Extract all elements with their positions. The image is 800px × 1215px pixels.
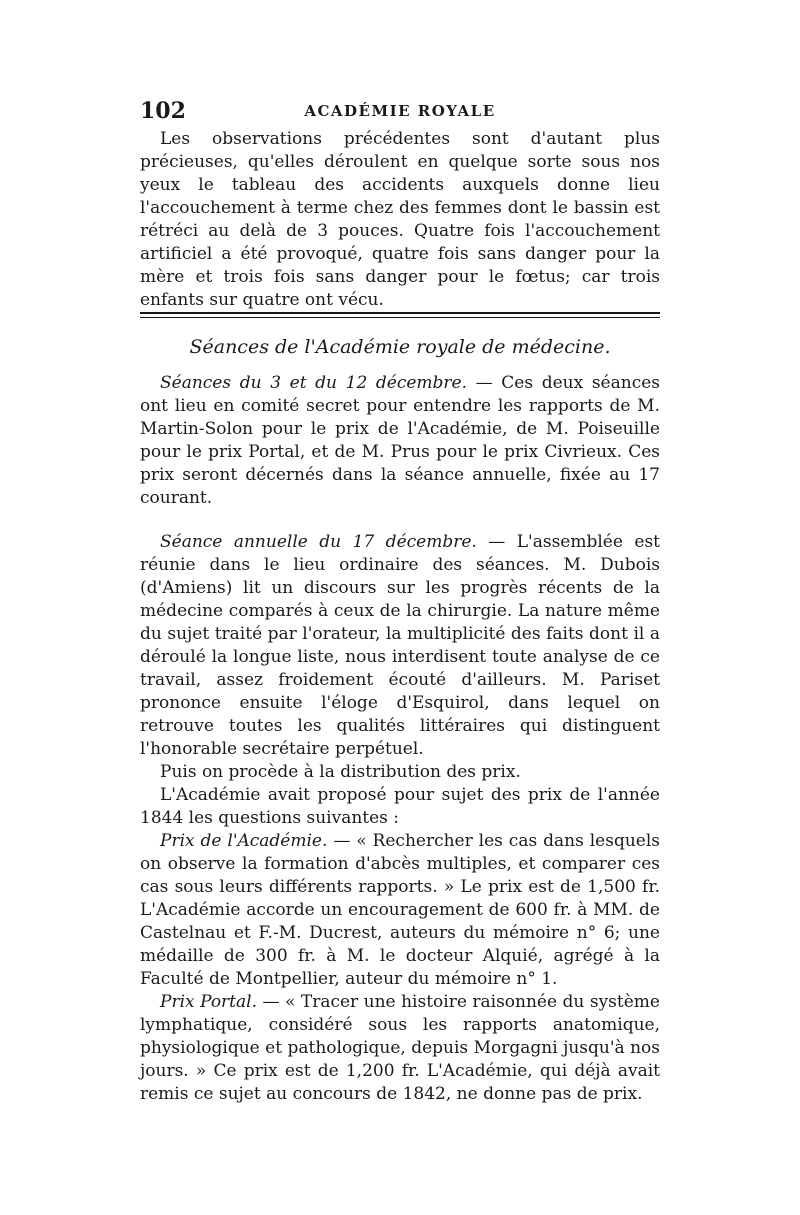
session-paragraph-3: Puis on procède à la distribution des prix. [160, 762, 521, 782]
session-label-2: Séance annuelle du 17 décembre. [160, 532, 477, 552]
session-text-2: — L'assemblée est réunie dans le lieu ordinaire des séances. M. Dubois (d'Amiens) lit un discours sur les progrès récents de la médecine comparés à ceux de la chirurgie. La nature même du sujet traité par l'orateur, la multiplicité des faits dont il a déroulé la longue liste, nous interdisent toute analyse de ce travail, assez froidement écouté d'ailleurs. M. Pariset prononce ensuite l'éloge d'Esquirol, dans lequel on retrouve toutes les qualités littéraires qui distinguent l'honorable secrétaire perpétuel. [140, 532, 661, 759]
section-divider [140, 312, 660, 318]
intro-block [140, 128, 660, 312]
session-paragraph-4: L'Académie avait proposé pour sujet des prix de l'année 1844 les questions suivantes : [140, 785, 660, 828]
session-paragraph-1 [140, 372, 660, 510]
prize-portal-text: — « Tracer une histoire raisonnée du système lymphatique, considéré sous les rapports anatomique, physiologique et pathologique, depuis Morgagni jusqu'à nos jours. » Ce prix est de 1,200 fr. L'Académie, qui déjà avait remis ce sujet au concours de 1842, ne donne pas de prix. [140, 992, 660, 1104]
sessions-block [140, 372, 660, 1106]
session-text-1: — Ces deux séances ont lieu en comité secret pour entendre les rapports de M. Martin-Solon pour le prix de l'Académie, de M. Poiseuille pour le prix Portal, et de M. Prus pour le prix Civrieux. Ces prix seront décernés dans la séance annuelle, fixée au 17 courant. [140, 373, 661, 508]
session-paragraph-2 [140, 531, 660, 761]
prize-portal-paragraph [140, 991, 660, 1106]
prize-academie-text: — « Rechercher les cas dans lesquels on observe la formation d'abcès multiples, et comparer ces cas sous leurs différents rapports. » Le prix est de 1,500 fr. L'Académie accorde un encouragement de 600 fr. à MM. de Castelnau et F.-M. Ducrest, auteurs du mémoire n° 6; une médaille de 300 fr. à M. le docteur Alquié, agrégé à la Faculté de Montpellier, auteur du mémoire n° 1. [140, 831, 660, 989]
prize-academie-paragraph [140, 830, 660, 991]
page-number: 102 [140, 98, 186, 124]
session-label-1: Séances du 3 et du 12 décembre. [160, 373, 468, 393]
prize-academie-label: Prix de l'Académie. [160, 831, 328, 851]
intro-paragraph: Les observations précédentes sont d'autant plus précieuses, qu'elles déroulent en quelque sorte sous nos yeux le tableau des accidents auxquels donne lieu l'accouchement à terme chez des femmes dont le bassin est rétréci au delà de 3 pouces. Quatre fois l'accouchement artificiel a été provoqué, quatre fois sans danger pour la mère et trois fois sans danger pour le fœtus; car trois enfants sur quatre ont vécu. [140, 129, 660, 310]
prize-portal-label: Prix Portal. [160, 992, 257, 1012]
section-title: Séances de l'Académie royale de médecine. [189, 336, 611, 358]
running-title: ACADÉMIE ROYALE [304, 102, 496, 120]
page-header [140, 98, 660, 128]
